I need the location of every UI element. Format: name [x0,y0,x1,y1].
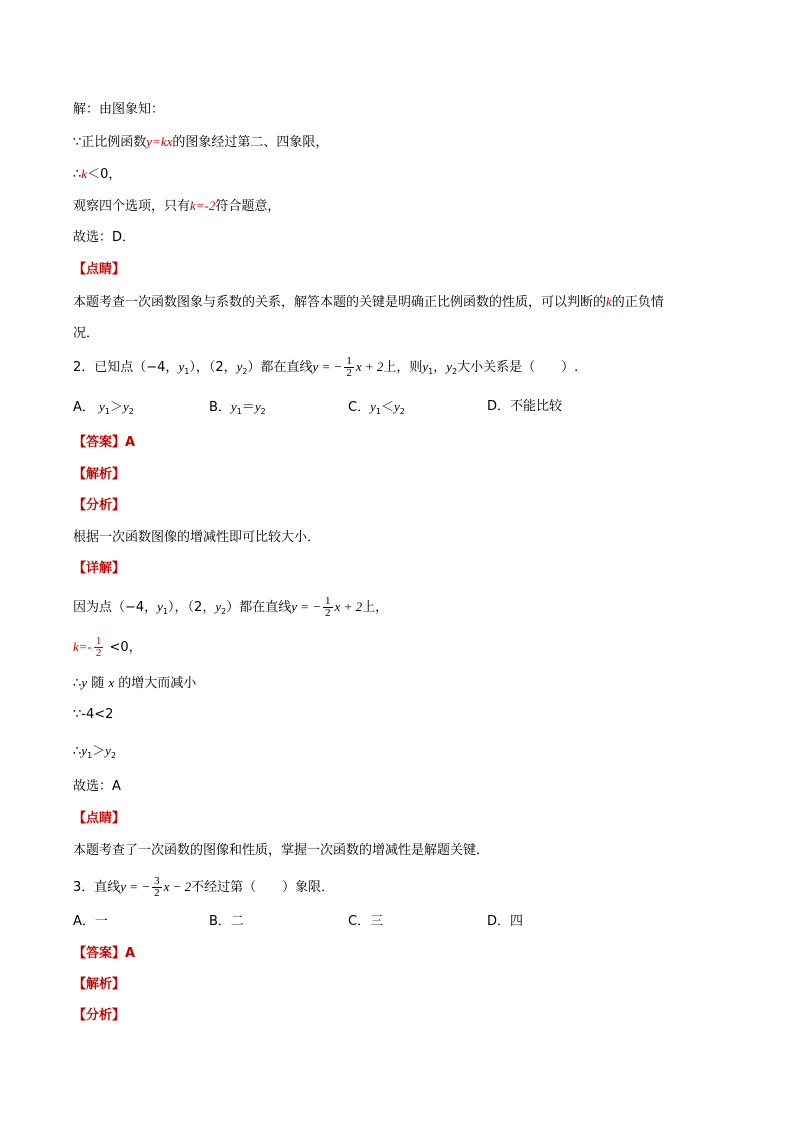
detail-2-line-5: $\therefore y_1>y_2$ [73,743,117,760]
section-jiexi-3: 【解析】 [73,977,126,992]
solution-line-1: 解：由图象知： [73,102,165,117]
detail-2-line-4: ∵-4<2 [73,707,114,722]
section-jiexi-2: 【解析】 [73,467,126,482]
solution-line-3: ∴k＜0， [73,166,122,182]
option-3d: D．四 [487,914,524,929]
option-2a: A． $y_1>y_2$ [73,399,134,416]
option-3b: B．二 [209,914,244,929]
option-2c: C．$y_1<y_2$ [348,399,405,416]
question-3: 3．直线y = − $\frac{3}{2}$ x − 2不经过第（ ）象限． [73,875,335,899]
section-xiangjie-2: 【详解】 [73,561,126,576]
section-dianjing-1: 【点睛】 [73,262,126,277]
section-fenxi-3: 【分析】 [73,1008,126,1023]
solution-line-2: ∵正比例函数y=kx的图象经过第二、四象限， [73,134,329,150]
commentary-line-1: 本题考查一次函数图象与系数的关系，解答本题的关键是明确正比例函数的性质，可以判断的k的正负情 [73,294,664,310]
commentary-line-2: 况． [73,326,100,341]
fraction-three-halves: $\frac{3}{2}$ [154,875,160,899]
fraction-one-half: $\frac{1}{2}$ [95,635,102,659]
detail-2-line-6: 故选：A [73,779,121,794]
solution-line-5: 故选：D． [73,230,136,245]
option-2b: B．$y_1=y_2$ [209,399,266,416]
section-fenxi-2: 【分析】 [73,498,126,513]
commentary-2-body: 本题考查了一次函数的图像和性质，掌握一次函数的增减性是解题关键． [73,843,490,858]
answer-2: 【答案】A [73,435,136,450]
analysis-2-body: 根据一次函数图像的增减性即可比较大小． [73,530,321,545]
section-dianjing-2: 【点睛】 [73,811,126,826]
solution-line-4: 观察四个选项，只有k=-2符合题意， [73,198,281,214]
question-2: 2．已知点（−4，$y_1$），（2，$y_2$）都在直线y = − $\frac{1}{2}$ x + 2上，则$y_1$，$y_2$大小关系是（ ）. [73,355,579,379]
detail-2-line-1: 因为点（−4，$y_1$），（2，$y_2$）都在直线y = − $\frac{1}{2}$ x + 2上， [73,595,389,619]
detail-2-line-2: k=- $\frac{1}{2}$ <0， [73,635,142,659]
option-3c: C．三 [348,914,384,929]
option-3a: A．一 [73,914,108,929]
option-2d: D．不能比较 [487,399,563,414]
answer-3: 【答案】A [73,946,136,961]
fraction-one-half: $\frac{1}{2}$ [346,355,352,379]
detail-2-line-3: ∴y 随 x 的增大而减小 [73,675,197,691]
fraction-one-half: $\frac{1}{2}$ [325,595,331,619]
